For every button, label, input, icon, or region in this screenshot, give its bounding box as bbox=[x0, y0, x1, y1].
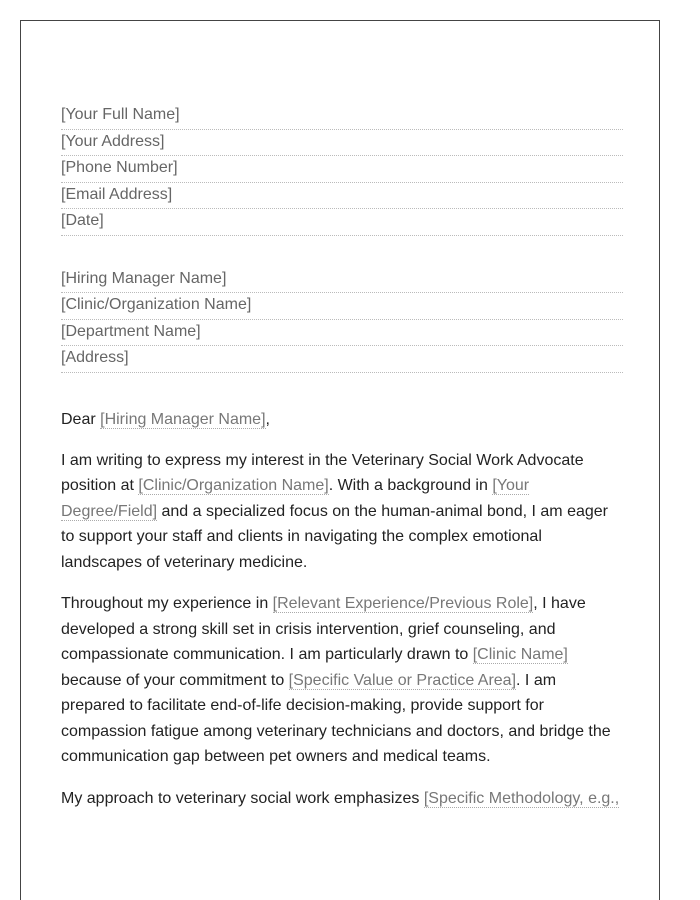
paragraph-text: Throughout my experience in bbox=[61, 595, 273, 612]
clinic-name-placeholder[interactable]: [Clinic Name] bbox=[472, 646, 568, 663]
body-paragraph-3 bbox=[61, 786, 623, 812]
salutation-prefix: Dear bbox=[61, 410, 101, 428]
paragraph-text: . With a background in bbox=[328, 477, 493, 494]
body-paragraph-1 bbox=[61, 448, 623, 576]
sender-address-field[interactable]: [Your Address] bbox=[61, 130, 623, 157]
sender-phone-field[interactable]: [Phone Number] bbox=[61, 156, 623, 183]
experience-placeholder[interactable]: [Relevant Experience/Previous Role] bbox=[272, 595, 534, 612]
organization-placeholder[interactable]: [Clinic/Organization Name] bbox=[138, 477, 329, 494]
degree-field-placeholder[interactable]: [Your Degree/Field] bbox=[61, 477, 530, 520]
paragraph-text: and a specialized focus on the human-animal bond, I am eager to support your staff and clients in navigating the complex emotional landscapes of veterinary medicine. bbox=[61, 502, 608, 571]
body-paragraph-2 bbox=[61, 591, 623, 770]
recipient-organization-field[interactable]: [Clinic/Organization Name] bbox=[61, 293, 623, 320]
sender-full-name-field[interactable]: [Your Full Name] bbox=[61, 103, 623, 130]
methodology-placeholder[interactable]: [Specific Methodology, e.g., bbox=[423, 789, 620, 807]
sender-block bbox=[61, 103, 623, 236]
sender-email-field[interactable]: [Email Address] bbox=[61, 183, 623, 210]
recipient-hiring-manager-field[interactable]: [Hiring Manager Name] bbox=[61, 267, 623, 294]
paragraph-text: I am writing to express my interest in the Veterinary Social Work Advocate position at bbox=[61, 451, 584, 494]
block-spacer bbox=[61, 236, 623, 267]
paragraph-text: because of your commitment to bbox=[61, 671, 289, 689]
letter-page bbox=[20, 20, 660, 900]
paragraph-text: , I have developed a strong skill set in crisis intervention, grief counseling, and compassionate communication. I am particularly drawn to bbox=[61, 595, 586, 663]
paragraph-text: My approach to veterinary social work emphasizes bbox=[61, 789, 424, 807]
salutation bbox=[61, 407, 623, 432]
letter-content bbox=[61, 103, 623, 811]
practice-area-placeholder[interactable]: [Specific Value or Practice Area] bbox=[288, 671, 517, 689]
recipient-block bbox=[61, 267, 623, 373]
date-field[interactable]: [Date] bbox=[61, 209, 623, 236]
recipient-address-field[interactable]: [Address] bbox=[61, 346, 623, 373]
salutation-name-placeholder[interactable]: [Hiring Manager Name] bbox=[100, 410, 266, 428]
salutation-suffix: , bbox=[265, 410, 270, 428]
recipient-department-field[interactable]: [Department Name] bbox=[61, 320, 623, 347]
paragraph-text: . I am prepared to facilitate end-of-life decision-making, provide support for compassion fatigue among veterinary technicians and doctors, and bridge the communication gap between pet owners and medical teams. bbox=[61, 671, 611, 765]
